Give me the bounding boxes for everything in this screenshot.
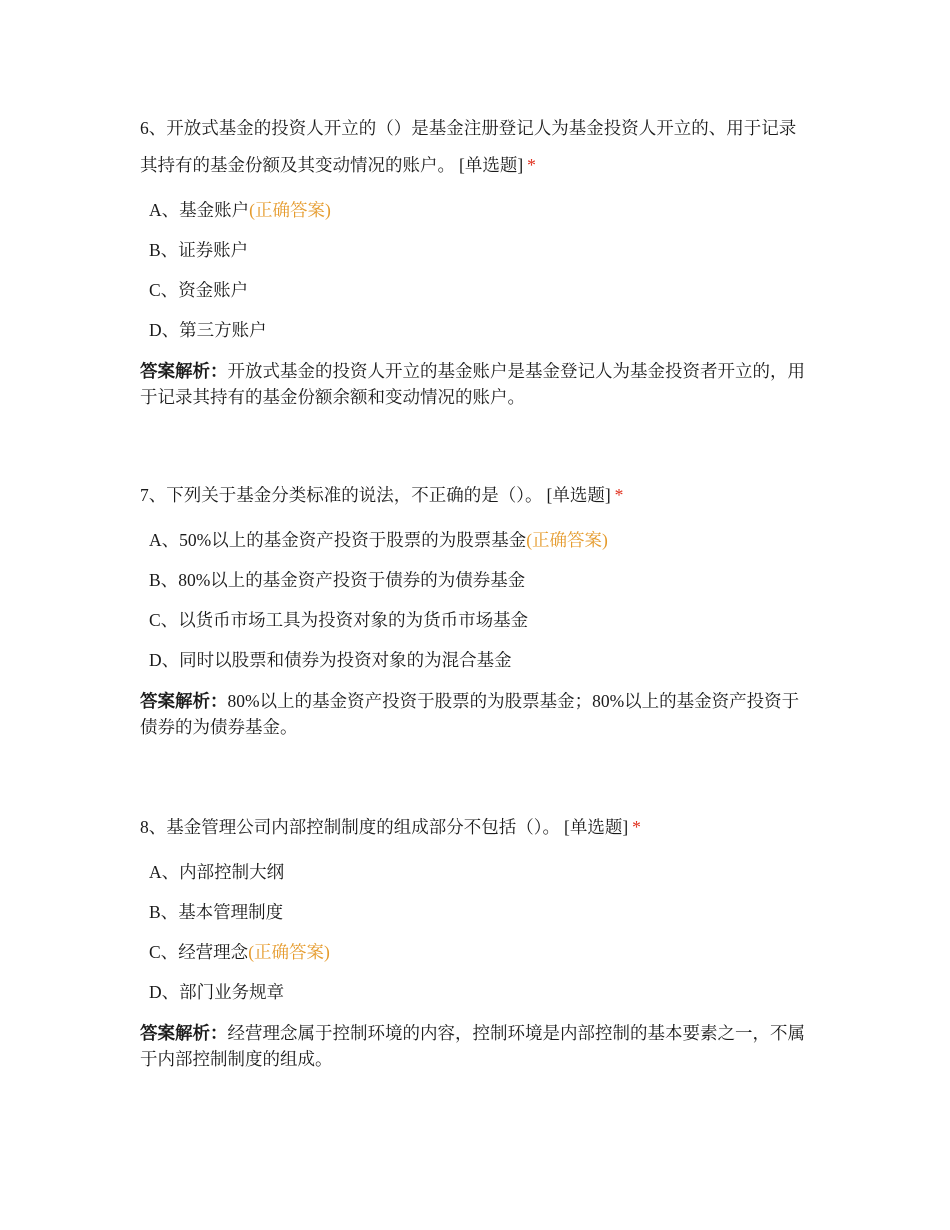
analysis-text: 开放式基金的投资人开立的基金账户是基金登记人为基金投资者开立的，用于记录其持有的基金份额余额和变动情况的账户。 xyxy=(140,361,805,407)
analysis-label: 答案解析： xyxy=(140,1023,228,1043)
required-mark: * xyxy=(632,817,641,837)
option-letter: C、 xyxy=(149,942,179,962)
question-type-label: [单选题] xyxy=(459,155,524,175)
question-7 xyxy=(140,477,810,740)
option-text: 基金账户 xyxy=(179,200,250,220)
option-text: 经营理念 xyxy=(178,942,249,962)
option-b[interactable] xyxy=(140,892,810,932)
analysis-label: 答案解析： xyxy=(140,691,228,711)
analysis-text: 经营理念属于控制环境的内容，控制环境是内部控制的基本要素之一，不属于内部控制制度的组成。 xyxy=(140,1023,805,1069)
option-c[interactable] xyxy=(140,600,810,640)
question-6 xyxy=(140,110,810,410)
option-text: 以货币市场工具为投资对象的为货币市场基金 xyxy=(178,610,529,630)
option-a[interactable] xyxy=(140,520,810,560)
option-d[interactable] xyxy=(140,310,810,350)
required-mark: * xyxy=(614,485,624,505)
correct-answer-tag: (正确答案) xyxy=(248,942,330,962)
option-a[interactable] xyxy=(140,852,810,892)
question-title xyxy=(140,110,810,184)
option-letter: A、 xyxy=(149,862,180,882)
correct-answer-tag: (正确答案) xyxy=(526,530,608,550)
option-a[interactable] xyxy=(140,190,810,230)
question-text: 开放式基金的投资人开立的（）是基金注册登记人为基金投资人开立的、用于记录其持有的基金份额及其变动情况的账户。 xyxy=(140,118,797,175)
question-number: 6、 xyxy=(140,118,167,138)
question-text: 基金管理公司内部控制制度的组成部分不包括（）。 xyxy=(166,817,560,837)
option-text: 证券账户 xyxy=(178,240,249,260)
analysis-label: 答案解析： xyxy=(140,361,228,381)
question-number: 8、 xyxy=(140,817,167,837)
required-mark: * xyxy=(527,155,536,175)
option-text: 部门业务规章 xyxy=(179,982,285,1002)
question-title xyxy=(140,477,810,514)
option-b[interactable] xyxy=(140,560,810,600)
question-title xyxy=(140,809,810,846)
question-number: 7、 xyxy=(140,485,167,505)
answer-analysis xyxy=(140,688,810,740)
option-list xyxy=(140,520,810,680)
option-b[interactable] xyxy=(140,230,810,270)
answer-analysis xyxy=(140,1020,810,1072)
option-text: 同时以股票和债券为投资对象的为混合基金 xyxy=(179,650,512,670)
option-letter: D、 xyxy=(149,650,180,670)
option-c[interactable] xyxy=(140,932,810,972)
correct-answer-tag: (正确答案) xyxy=(249,200,331,220)
option-text: 80%以上的基金资产投资于债券的为债券基金 xyxy=(178,570,526,590)
option-text: 第三方账户 xyxy=(179,320,267,340)
option-letter: B、 xyxy=(149,570,179,590)
option-letter: A、 xyxy=(149,530,180,550)
option-letter: C、 xyxy=(149,610,179,630)
option-c[interactable] xyxy=(140,270,810,310)
option-letter: D、 xyxy=(149,320,180,340)
question-type-label: [单选题] xyxy=(546,485,611,505)
option-text: 内部控制大纲 xyxy=(179,862,285,882)
option-letter: D、 xyxy=(149,982,180,1002)
question-type-label: [单选题] xyxy=(564,817,629,837)
option-d[interactable] xyxy=(140,640,810,680)
answer-analysis xyxy=(140,358,810,410)
option-letter: B、 xyxy=(149,902,179,922)
option-letter: A、 xyxy=(149,200,180,220)
option-letter: C、 xyxy=(149,280,179,300)
option-d[interactable] xyxy=(140,972,810,1012)
option-list xyxy=(140,852,810,1012)
question-text: 下列关于基金分类标准的说法，不正确的是（）。 xyxy=(166,485,543,505)
analysis-text: 80%以上的基金资产投资于股票的为股票基金；80%以上的基金资产投资于债券的为债券基金。 xyxy=(140,691,800,737)
option-letter: B、 xyxy=(149,240,179,260)
option-list xyxy=(140,190,810,350)
option-text: 资金账户 xyxy=(178,280,249,300)
question-8 xyxy=(140,809,810,1072)
option-text: 50%以上的基金资产投资于股票的为股票基金 xyxy=(179,530,527,550)
option-text: 基本管理制度 xyxy=(178,902,284,922)
